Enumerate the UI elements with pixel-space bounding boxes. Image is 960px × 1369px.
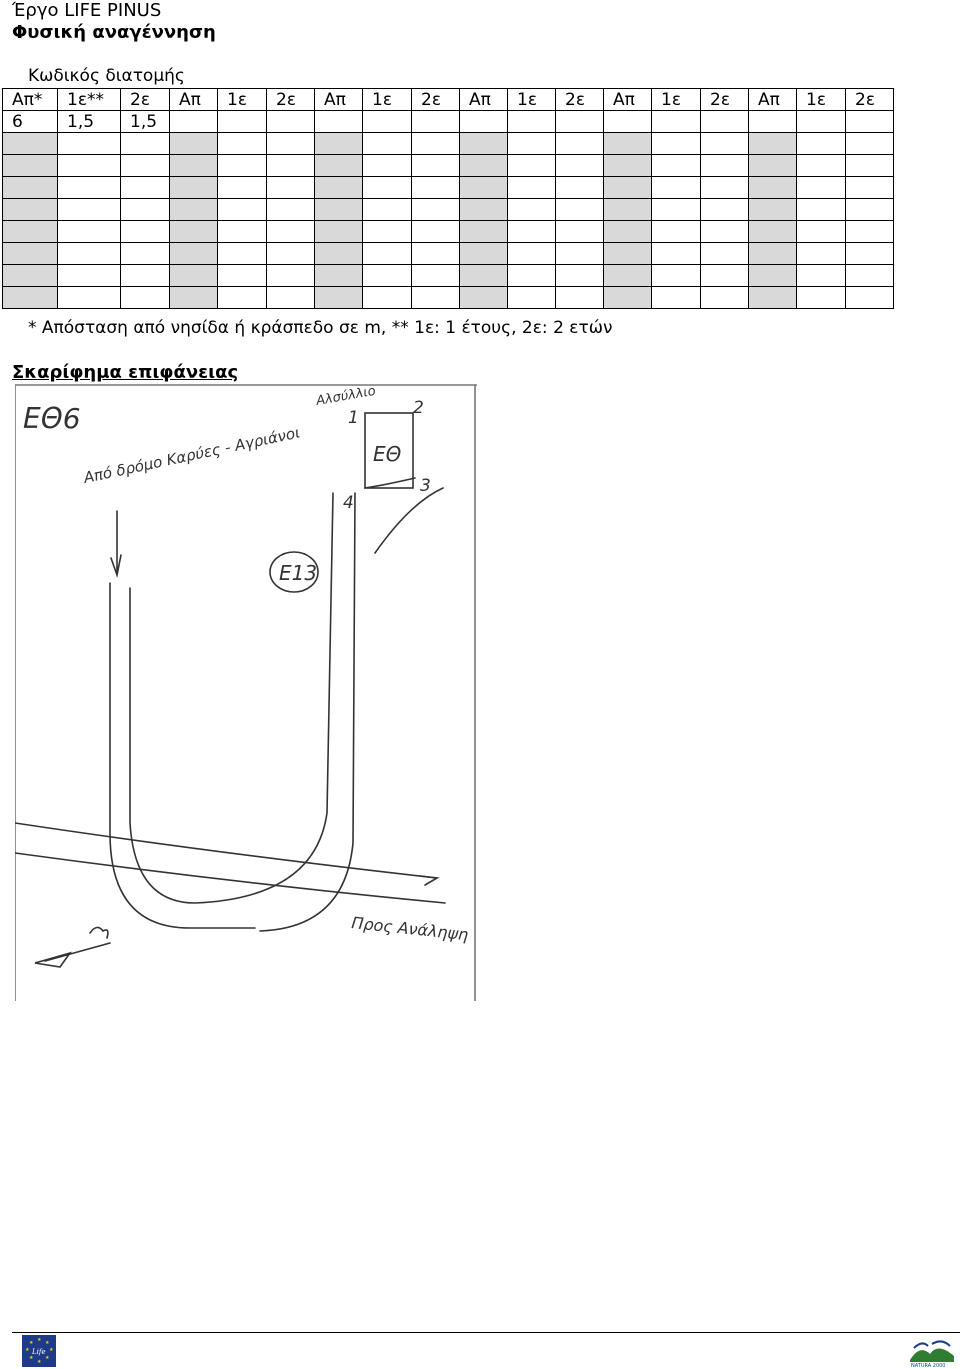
table-row [3, 287, 894, 309]
table-cell [604, 287, 652, 309]
table-cell [58, 199, 121, 221]
table-header-cell: 1ε [363, 89, 412, 111]
table-cell [846, 199, 894, 221]
table-cell [604, 133, 652, 155]
crossroad-arrow [420, 876, 437, 885]
table-cell [556, 199, 604, 221]
table-cell [508, 177, 556, 199]
road-inner [130, 493, 333, 903]
life-logo [22, 1335, 56, 1367]
table-cell [846, 243, 894, 265]
crossroad-top [15, 823, 437, 878]
svg-text:Life: Life [32, 1348, 46, 1356]
table-cell [556, 155, 604, 177]
sketch-drawing [15, 383, 477, 1001]
table-row [3, 111, 894, 133]
table-cell [58, 287, 121, 309]
table-cell [121, 133, 170, 155]
document-subtitle: Φυσική αναγέννηση [12, 22, 216, 43]
table-cell [363, 287, 412, 309]
table-cell [121, 287, 170, 309]
table-row [3, 221, 894, 243]
table-cell [556, 265, 604, 287]
table-cell [652, 265, 701, 287]
table-header-cell: 1ε [797, 89, 846, 111]
table-cell [412, 199, 460, 221]
table-cell [170, 221, 218, 243]
table-cell [652, 155, 701, 177]
table-cell [267, 221, 315, 243]
table-cell [749, 287, 797, 309]
table-cell [749, 177, 797, 199]
table-cell [412, 133, 460, 155]
table-cell [701, 243, 749, 265]
table-cell [749, 265, 797, 287]
table-cell [58, 265, 121, 287]
table-cell [412, 221, 460, 243]
table-cell [170, 155, 218, 177]
corner-number-2: 2 [413, 398, 424, 418]
table-row [3, 199, 894, 221]
table-cell [315, 243, 363, 265]
table-cell [460, 243, 508, 265]
table-cell [58, 243, 121, 265]
table-cell [846, 133, 894, 155]
table-cell [3, 221, 58, 243]
table-cell: 1,5 [121, 111, 170, 133]
table-cell [797, 243, 846, 265]
table-cell [797, 199, 846, 221]
table-cell [267, 111, 315, 133]
table-header-cell: 2ε [846, 89, 894, 111]
table-header-cell: 2ε [267, 89, 315, 111]
table-cell [652, 221, 701, 243]
table-header-cell: 2ε [412, 89, 460, 111]
table-cell [701, 133, 749, 155]
table-cell [218, 133, 267, 155]
table-cell [121, 243, 170, 265]
table-cell [412, 265, 460, 287]
table-header-cell: Απ [460, 89, 508, 111]
table-cell [412, 287, 460, 309]
table-cell [315, 133, 363, 155]
table-cell [604, 155, 652, 177]
table-cell [846, 155, 894, 177]
table-cell [58, 221, 121, 243]
north-arrow [35, 943, 110, 967]
table-header-cell: 1ε** [58, 89, 121, 111]
table-cell [749, 155, 797, 177]
table-cell [363, 155, 412, 177]
table-cell [604, 111, 652, 133]
table-cell [267, 243, 315, 265]
table-cell [267, 177, 315, 199]
road-outer-right [260, 493, 355, 931]
table-cell [604, 221, 652, 243]
table-cell [363, 265, 412, 287]
table-row [3, 265, 894, 287]
table-cell [121, 155, 170, 177]
table-cell [3, 243, 58, 265]
table-cell [701, 155, 749, 177]
table-cell [508, 221, 556, 243]
table-cell [460, 287, 508, 309]
table-cell [121, 221, 170, 243]
table-cell [846, 177, 894, 199]
label-road-from: Από δρόμο Καρύες - Αγριάνοι [82, 423, 302, 487]
table-row [3, 243, 894, 265]
table-cell [797, 111, 846, 133]
table-cell [412, 177, 460, 199]
corner-number-1: 1 [348, 408, 359, 428]
table-cell [3, 177, 58, 199]
footer-divider [12, 1332, 960, 1333]
down-arrow [111, 511, 121, 575]
sketch-heading: Σκαρίφημα επιφάνειας [12, 362, 239, 383]
table-header-cell: Απ [749, 89, 797, 111]
table-cell [604, 177, 652, 199]
table-cell [267, 133, 315, 155]
table-cell [556, 221, 604, 243]
table-cell [267, 199, 315, 221]
table-cell [556, 287, 604, 309]
table-cell [363, 243, 412, 265]
table-cell [604, 265, 652, 287]
table-cell: 1,5 [58, 111, 121, 133]
table-header-cell: Απ [170, 89, 218, 111]
table-cell [460, 155, 508, 177]
table-cell [797, 287, 846, 309]
svg-text:★: ★ [29, 1340, 34, 1346]
table-cell [3, 133, 58, 155]
table-cell [218, 155, 267, 177]
table-cell [749, 243, 797, 265]
table-cell [797, 177, 846, 199]
table-row [3, 133, 894, 155]
svg-text:★: ★ [37, 1359, 42, 1365]
table-cell [556, 111, 604, 133]
table-cell [315, 199, 363, 221]
table-cell [652, 243, 701, 265]
table-footnote: * Απόσταση από νησίδα ή κράσπεδο σε m, ** 1ε: 1 έτους, 2ε: 2 ετών [28, 318, 613, 338]
table-cell [170, 177, 218, 199]
table-header-cell: 2ε [121, 89, 170, 111]
table-cell [701, 265, 749, 287]
table-cell [412, 243, 460, 265]
label-box: ΕΘ [373, 442, 402, 466]
table-cell [363, 199, 412, 221]
table-cell [846, 287, 894, 309]
table-cell [267, 155, 315, 177]
table-header-cell: Απ [315, 89, 363, 111]
table-header-cell: Απ* [3, 89, 58, 111]
table-header-cell: 1ε [508, 89, 556, 111]
table-cell [363, 177, 412, 199]
table-cell [363, 111, 412, 133]
table-cell [218, 199, 267, 221]
label-corner: Αλσύλλιο [315, 383, 377, 409]
crossroad-bottom [15, 853, 445, 903]
table-cell [701, 221, 749, 243]
table-cell [315, 111, 363, 133]
table-cell [652, 111, 701, 133]
table-cell [556, 243, 604, 265]
corner-number-3: 3 [420, 476, 431, 496]
corner-number-4: 4 [343, 493, 354, 513]
table-cell [652, 199, 701, 221]
table-cell [508, 265, 556, 287]
table-cell [556, 133, 604, 155]
table-cell [121, 265, 170, 287]
table-row [3, 155, 894, 177]
table-cell [604, 243, 652, 265]
svg-text:★: ★ [45, 1355, 50, 1361]
table-cell [460, 265, 508, 287]
natura-logo [908, 1336, 956, 1368]
table-cell [170, 265, 218, 287]
table-cell [218, 287, 267, 309]
table-cell [846, 111, 894, 133]
table-header-cell: 2ε [701, 89, 749, 111]
table-cell [749, 221, 797, 243]
table-cell [797, 155, 846, 177]
table-cell [652, 287, 701, 309]
table-header-cell: 2ε [556, 89, 604, 111]
table-cell [556, 177, 604, 199]
table-cell [218, 177, 267, 199]
table-cell [508, 199, 556, 221]
table-cell [412, 111, 460, 133]
table-header-cell: Απ [604, 89, 652, 111]
table-cell [3, 287, 58, 309]
table-cell [701, 111, 749, 133]
table-cell [508, 133, 556, 155]
table-cell [170, 111, 218, 133]
table-cell [58, 155, 121, 177]
section-code-label: Κωδικός διατομής [28, 66, 185, 86]
table-cell [749, 199, 797, 221]
table-cell [218, 111, 267, 133]
table-cell [58, 177, 121, 199]
table-cell [218, 243, 267, 265]
table-cell [508, 243, 556, 265]
table-cell [267, 265, 315, 287]
table-cell [218, 265, 267, 287]
svg-text:★: ★ [45, 1340, 50, 1346]
table-cell [3, 199, 58, 221]
svg-text:NATURA 2000: NATURA 2000 [911, 1363, 946, 1368]
table-cell: 6 [3, 111, 58, 133]
table-cell [170, 133, 218, 155]
table-cell [315, 155, 363, 177]
label-eth6: ΕΘ6 [23, 402, 81, 435]
table-cell [460, 177, 508, 199]
table-cell [121, 177, 170, 199]
road-branch [375, 488, 443, 553]
data-table [2, 88, 894, 309]
document-title: Έργο LIFE PINUS [12, 0, 162, 21]
table-cell [218, 221, 267, 243]
table-cell [267, 287, 315, 309]
table-cell [701, 177, 749, 199]
table-cell [508, 155, 556, 177]
svg-text:★: ★ [25, 1347, 30, 1353]
table-cell [797, 221, 846, 243]
table-cell [460, 133, 508, 155]
table-cell [749, 133, 797, 155]
table-cell [797, 133, 846, 155]
table-cell [652, 177, 701, 199]
svg-text:★: ★ [37, 1337, 42, 1343]
table-cell [58, 133, 121, 155]
table-cell [508, 287, 556, 309]
table-cell [121, 199, 170, 221]
svg-text:★: ★ [29, 1355, 34, 1361]
table-header-row [3, 89, 894, 111]
table-cell [460, 199, 508, 221]
table-cell [363, 133, 412, 155]
table-cell [508, 111, 556, 133]
table-cell [749, 111, 797, 133]
table-header-cell: 1ε [652, 89, 701, 111]
label-to: Προς Ανάληψη [350, 913, 470, 945]
table-cell [3, 265, 58, 287]
table-cell [170, 287, 218, 309]
table-cell [315, 265, 363, 287]
table-cell [604, 199, 652, 221]
table-row [3, 177, 894, 199]
svg-text:★: ★ [49, 1347, 54, 1353]
table-cell [315, 221, 363, 243]
table-cell [315, 177, 363, 199]
table-cell [315, 287, 363, 309]
table-cell [846, 265, 894, 287]
table-cell [412, 155, 460, 177]
table-cell [701, 199, 749, 221]
table-cell [846, 221, 894, 243]
table-cell [170, 243, 218, 265]
road-outer-left [110, 583, 255, 928]
table-header-cell: 1ε [218, 89, 267, 111]
label-e13: Ε13 [279, 561, 318, 585]
table-cell [460, 221, 508, 243]
table-cell [797, 265, 846, 287]
table-cell [170, 199, 218, 221]
table-cell [460, 111, 508, 133]
table-cell [363, 221, 412, 243]
table-cell [652, 133, 701, 155]
table-cell [3, 155, 58, 177]
table-cell [701, 287, 749, 309]
